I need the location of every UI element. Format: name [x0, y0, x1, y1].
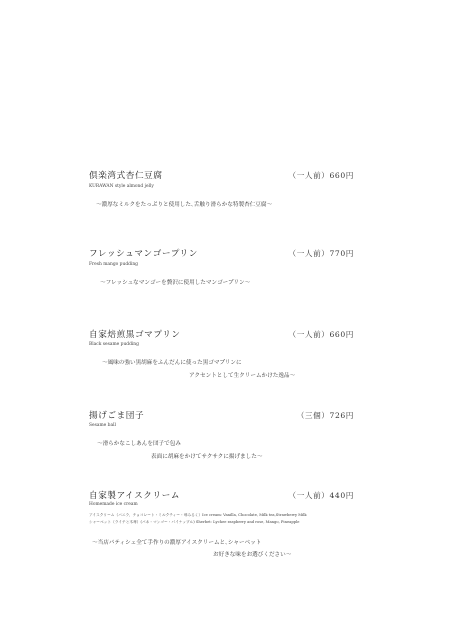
item-english-name: Homemade ice cream	[89, 502, 138, 507]
item-description-line-1: ～風味の強い黒胡麻をふんだんに使った黒ゴマプリンに	[102, 360, 242, 366]
item-name: 自家製アイスクリーム	[89, 491, 181, 501]
item-name: 倶楽湾式杏仁豆腐	[89, 171, 163, 181]
item-price: （一人前）660円	[288, 330, 354, 339]
item-detail-line-1: アイスクリーム（バニラ、チョコレート・ミルクティー・苺みるく）Ice cream: Vanilla, Chocolate, Milk tea,Strawberry Milk	[89, 513, 307, 517]
item-description-line-2: お好きな味をお選びください～	[213, 552, 292, 558]
item-english-name: Black sesame pudding	[89, 342, 139, 347]
item-name: 揚げごま団子	[89, 411, 145, 421]
item-description-line-2: アクセントとして生クリームかけた逸品～	[189, 373, 296, 379]
item-price: （一人前）440円	[288, 491, 354, 500]
item-english-name: Fresh mango pudding	[89, 262, 138, 267]
item-price: （一人前）770円	[288, 249, 354, 258]
item-description-line-2: 表面に胡麻をかけてサクサクに揚げました～	[151, 454, 263, 460]
item-description-line-1: ～当店パティシェ全て手作りの濃厚アイスクリームと､シャーベット	[92, 540, 262, 546]
item-english-name: Sesame ball	[89, 423, 116, 428]
item-english-name: KURAWAN style almond jelly	[89, 184, 154, 189]
item-description-line-1: ～滑らかなこしあんを団子で包み	[97, 441, 181, 447]
item-name: 自家焙煎黒ゴマプリン	[89, 330, 181, 340]
item-price: （三個）726円	[296, 411, 354, 420]
item-price: （一人前）660円	[288, 171, 354, 180]
item-name: フレッシュマンゴープリン	[89, 249, 198, 259]
item-description: ～濃厚なミルクをたっぷりと使用した､舌触り滑らかな特製杏仁豆腐～	[96, 202, 273, 208]
item-description: ～フレッシュなマンゴーを贅沢に使用したマンゴープリン～	[100, 280, 251, 286]
item-detail-line-2: シャーベット（ライチと木苺）(パネ・マンゴー・パイナップル) Sherbet: Lychee raspberry and rose, Mango, Pineapple	[89, 520, 300, 524]
